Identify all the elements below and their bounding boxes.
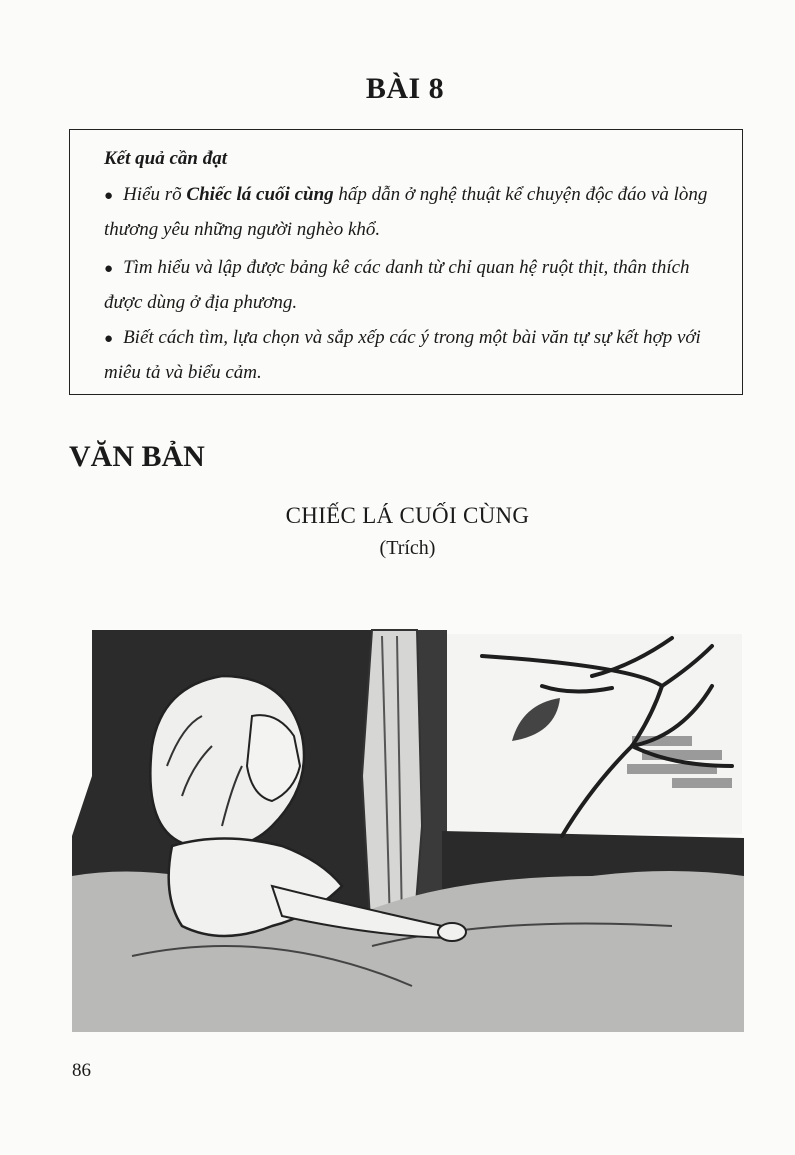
bullet-icon: ●: [104, 331, 114, 347]
story-subtitle: (Trích): [379, 537, 436, 559]
goal-text: hấp dẫn ở nghệ thuật kể chuyện độc đáo và lòng thương yêu những người nghèo khổ.: [104, 184, 708, 240]
goal-text: Tìm hiểu và lập được bảng kê các danh từ chỉ quan hệ ruột thịt, thân thích được dùng ở địa phương.: [104, 257, 690, 313]
goals-heading: Kết quả cần đạt: [104, 148, 227, 169]
goal-item: [104, 251, 720, 319]
goal-text: Biết cách tìm, lựa chọn và sắp xếp các ý trong một bài văn tự sự kết hợp với miêu tả và biểu cảm.: [104, 327, 701, 383]
goal-text-bold: Chiếc lá cuối cùng: [186, 184, 334, 205]
bullet-icon: ●: [104, 261, 114, 277]
window-opening: [442, 634, 742, 834]
story-title: CHIẾC LÁ CUỐI CÙNG: [285, 503, 530, 528]
goal-item: [104, 321, 720, 389]
lesson-title: BÀI 8: [365, 72, 445, 105]
goal-item: [104, 178, 720, 246]
woman-hand: [438, 923, 466, 941]
bullet-icon: ●: [104, 188, 114, 204]
illustration-woman-at-window: [72, 626, 744, 1032]
section-title: VĂN BẢN: [69, 440, 205, 473]
goal-text: Hiểu rõ: [123, 184, 187, 205]
page-number: 86: [72, 1060, 91, 1081]
learning-goals-box: [69, 129, 743, 395]
